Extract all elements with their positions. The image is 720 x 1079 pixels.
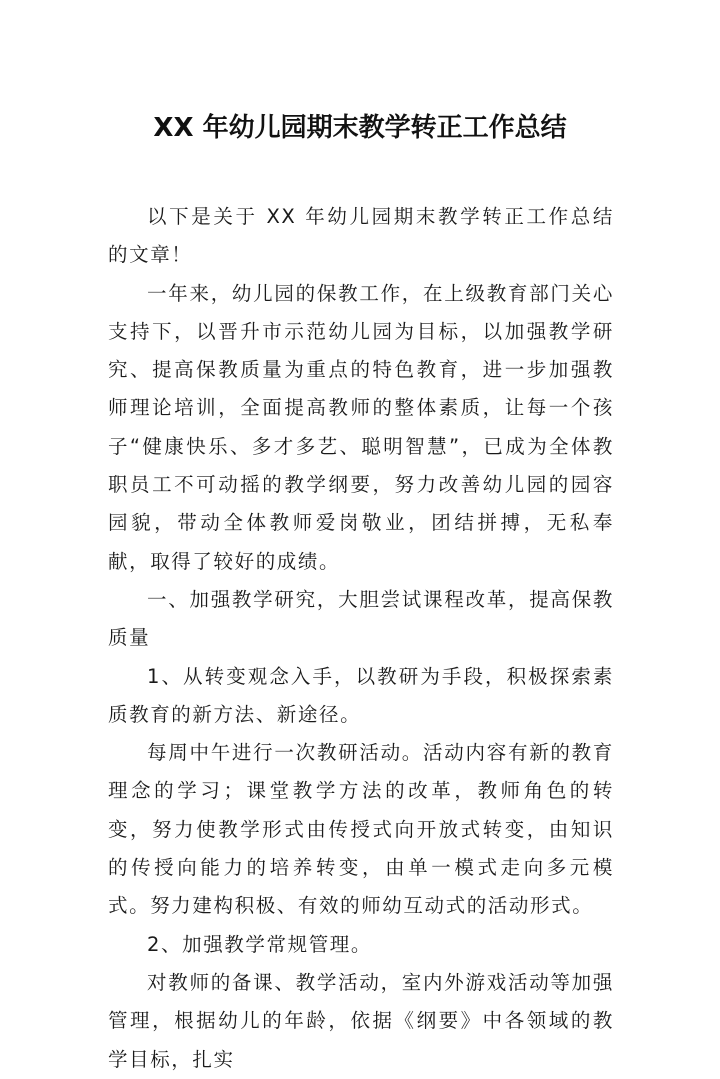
section-heading-1: 一、加强教学研究，大胆尝试课程改革，提高保教质量 <box>108 587 614 650</box>
document-title: XX 年幼儿园期末教学转正工作总结 <box>153 113 567 143</box>
body-paragraph: 每周中午进行一次教研活动。活动内容有新的教育理念的学习；课堂教学方法的改革，教师角色的转变，努力使教学形式由传授式向开放式转变，由知识的传授向能力的培养转变，由单一模式走向多元模式。努力建构积极、有效的师幼互动式的活动形式。 <box>108 741 614 918</box>
overview-paragraph: 一年来，幼儿园的保教工作，在上级教育部门关心支持下，以晋升市示范幼儿园为目标，以加强教学研究、提高保教质量为重点的特色教育，进一步加强教师理论培训，全面提高教师的整体素质，让每一个孩子“健康快乐、多才多艺、聪明智慧”，已成为全体教职员工不可动摇的教学纲要，努力改善幼儿园的园容园貌，带动全体教师爱岗敬业，团结拼搏，无私奉献，取得了较好的成绩。 <box>108 281 614 573</box>
subsection-heading-1: 1、从转变观念入手，以教研为手段，积极探索素质教育的新方法、新途径。 <box>108 664 614 726</box>
document-body <box>108 198 614 1079</box>
body-paragraph: 对教师的备课、教学活动，室内外游戏活动等加强管理，根据幼儿的年龄，依据《纲要》中各领域的教学目标，扎实 <box>108 970 614 1071</box>
subsection-heading-2: 2、加强教学常规管理。 <box>147 932 373 956</box>
intro-paragraph: 以下是关于 XX 年幼儿园期末教学转正工作总结的文章！ <box>108 205 614 267</box>
